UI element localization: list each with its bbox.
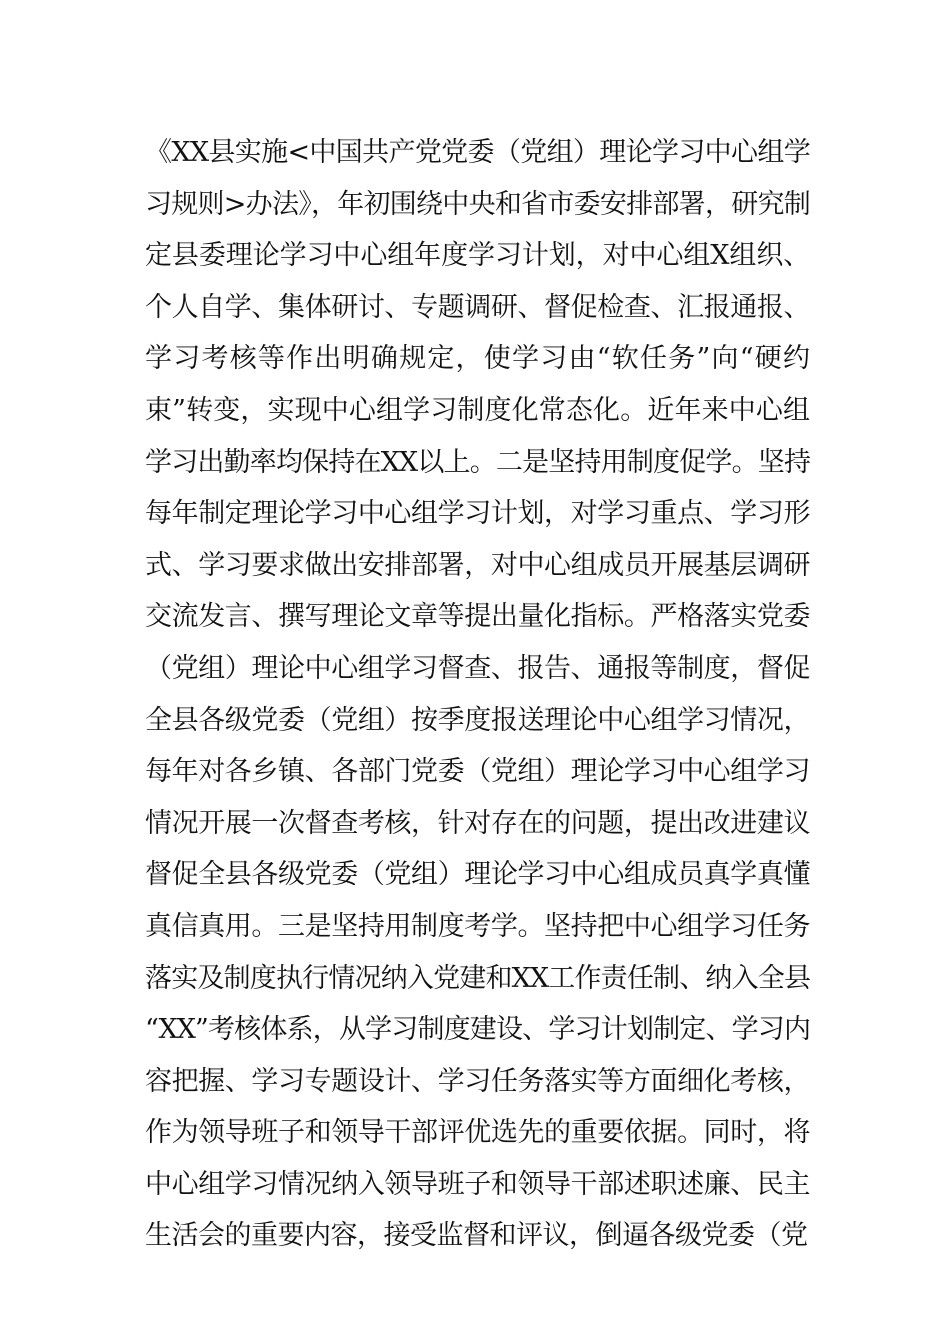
text-line: 真信真用。三是坚持用制度考学。坚持把中心组学习任务: [145, 910, 810, 942]
text-line: 容把握、学习专题设计、学习任务落实等方面细化考核，: [145, 1065, 810, 1097]
text-line: 学习出勤率均保持在XX以上。二是坚持用制度促学。坚持: [145, 446, 810, 478]
text-line: （党组）理论中心组学习督查、报告、通报等制度，督促: [145, 652, 810, 684]
text-line: 定县委理论学习中心组年度学习计划，对中心组X组织、: [145, 240, 810, 272]
text-line: 交流发言、撰写理论文章等提出量化指标。严格落实党委: [145, 601, 810, 633]
text-line: 个人自学、集体研讨、专题调研、督促检查、汇报通报、: [145, 291, 810, 323]
text-line: 习规则>办法》，年初围绕中央和省市委安排部署，研究制: [145, 188, 810, 220]
text-line: 生活会的重要内容，接受监督和评议，倒逼各级党委（党: [145, 1220, 808, 1252]
text-line: 式、学习要求做出安排部署，对中心组成员开展基层调研: [145, 549, 810, 581]
text-line: 落实及制度执行情况纳入党建和XX工作责任制、纳入全县: [145, 962, 810, 994]
text-line: 束”转变，实现中心组学习制度化常态化。近年来中心组: [145, 394, 810, 426]
text-line: 情况开展一次督查考核，针对存在的问题，提出改进建议: [145, 807, 810, 839]
text-line: 全县各级党委（党组）按季度报送理论中心组学习情况，: [145, 704, 810, 736]
text-line: 每年对各乡镇、各部门党委（党组）理论学习中心组学习: [145, 756, 810, 788]
text-line: 作为领导班子和领导干部评优选先的重要依据。同时，将: [145, 1117, 810, 1149]
text-line: 学习考核等作出明确规定，使学习由“软任务”向“硬约: [145, 343, 810, 375]
text-line: “XX”考核体系，从学习制度建设、学习计划制定、学习内: [145, 1014, 810, 1046]
text-line: 督促全县各级党委（党组）理论学习中心组成员真学真懂: [145, 859, 810, 891]
text-line: 每年制定理论学习中心组学习计划，对学习重点、学习形: [145, 498, 810, 530]
text-line: 中心组学习情况纳入领导班子和领导干部述职述廉、民主: [145, 1168, 810, 1200]
body-paragraph: [145, 127, 810, 1262]
text-line: 《XX县实施<中国共产党党委（党组）理论学习中心组学: [145, 137, 810, 168]
